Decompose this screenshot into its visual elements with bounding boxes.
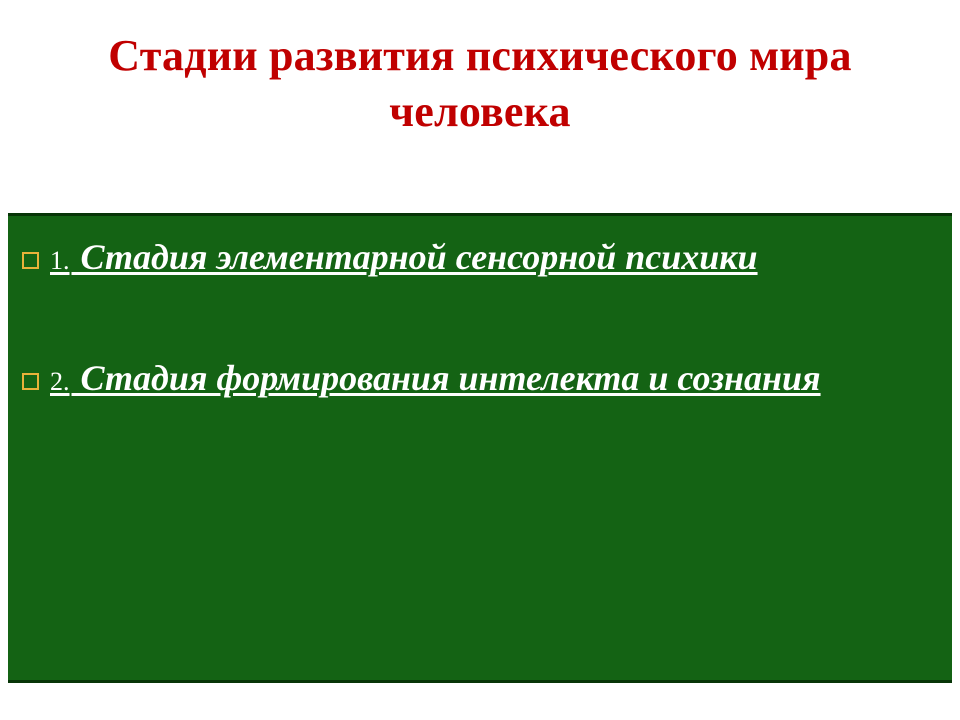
content-panel: [8, 213, 952, 683]
square-bullet-icon: [22, 252, 39, 269]
list-item-text: [50, 355, 821, 402]
list-item-number: 1.: [50, 246, 70, 275]
square-bullet-icon: [22, 373, 39, 390]
title-area: [0, 28, 960, 141]
list-item: [22, 234, 926, 281]
list-item-label: Стадия элементарной сенсорной психики: [80, 237, 758, 277]
page-title: Стадии развития психического мира человека: [108, 31, 852, 137]
list-item-number: 2.: [50, 366, 70, 396]
list-item-text: [50, 234, 758, 281]
list-item-label: Стадия формирования интелекта и сознания: [80, 357, 821, 398]
bullet-list: [22, 234, 926, 402]
list-item: [22, 355, 926, 402]
